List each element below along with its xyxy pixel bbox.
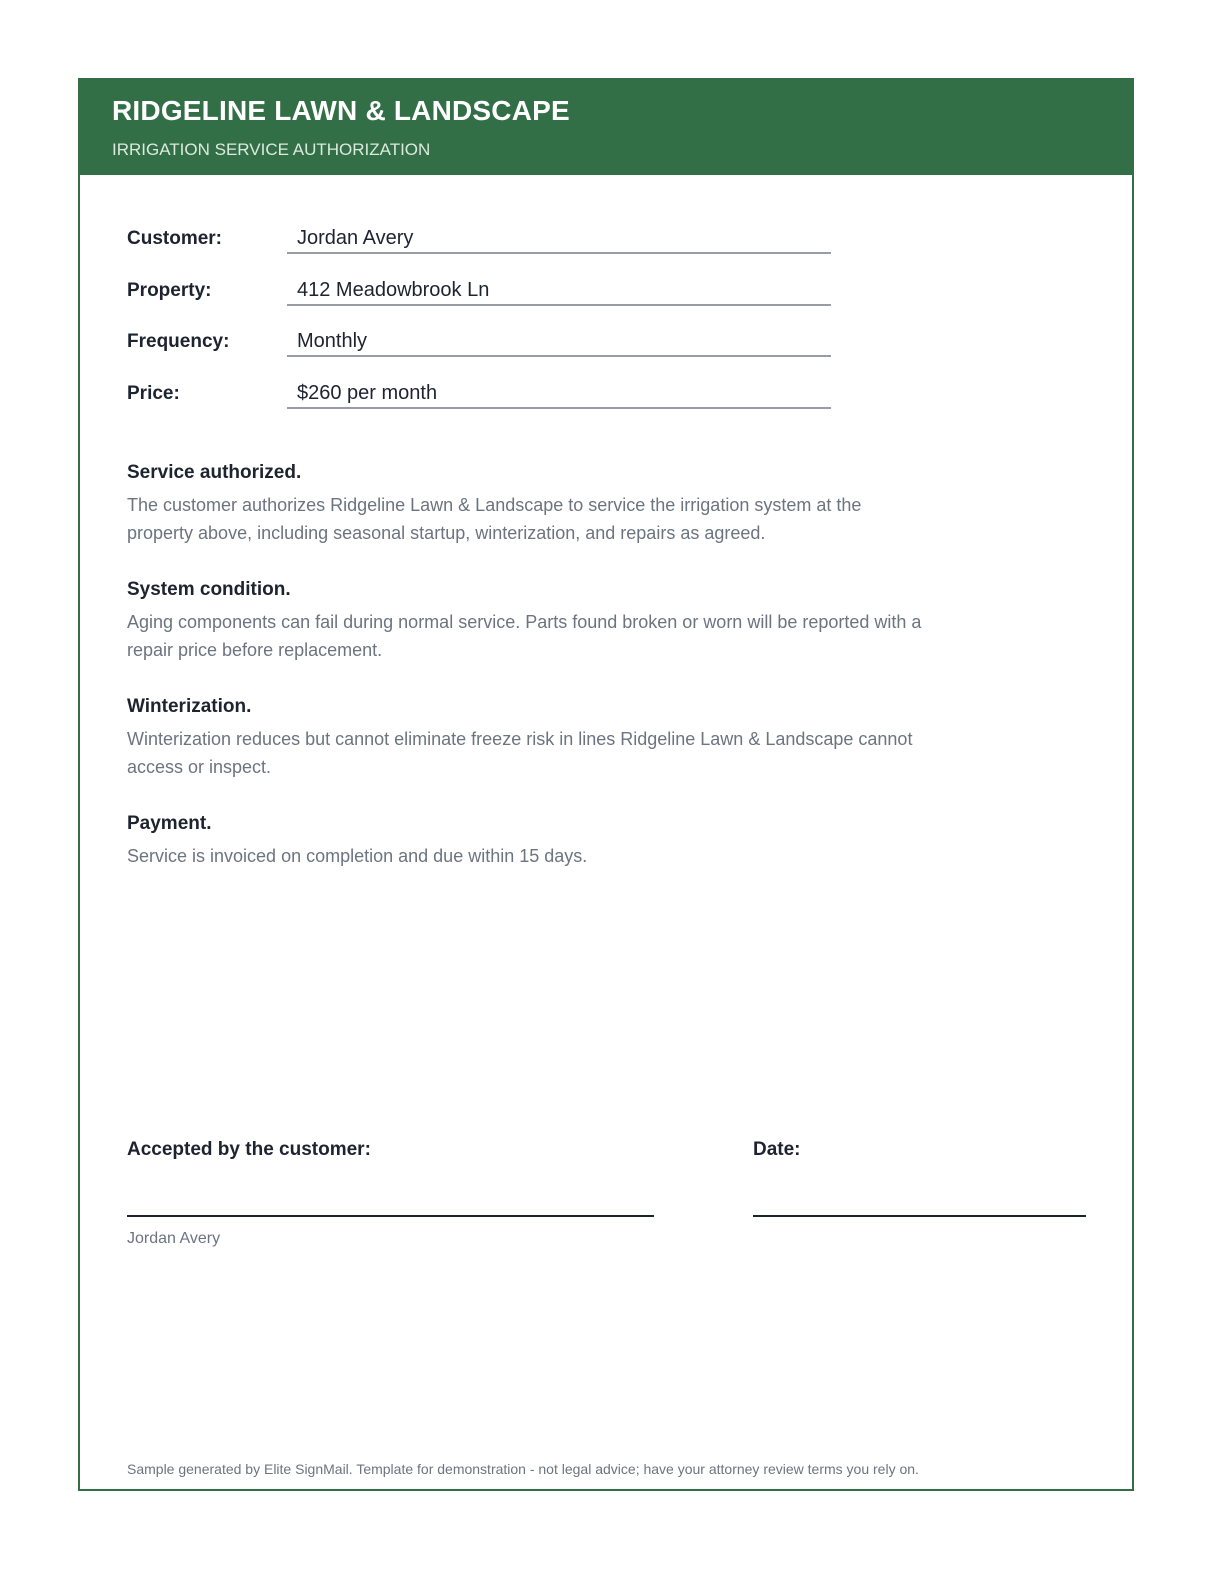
- company-name: RIDGELINE LAWN & LANDSCAPE: [112, 95, 570, 126]
- price-label: Price:: [127, 383, 180, 404]
- document-page: [78, 78, 1134, 1491]
- frequency-field-row: [127, 329, 833, 359]
- clause-title: Payment.: [127, 813, 212, 834]
- clause-body: Winterization reduces but cannot eliminate freeze risk in lines Ridgeline Lawn & Landscape cannot access or inspect.: [127, 729, 913, 777]
- date-label: Date:: [753, 1139, 801, 1160]
- clause-payment: [127, 812, 927, 870]
- clause-system-condition: [127, 578, 927, 664]
- customer-signature-line[interactable]: [127, 1215, 654, 1217]
- form-title: IRRIGATION SERVICE AUTHORIZATION: [112, 140, 431, 159]
- clause-title: Winterization.: [127, 696, 252, 717]
- customer-field-row: [127, 226, 833, 256]
- clause-service-authorized: [127, 461, 927, 547]
- footer-disclaimer: Sample generated by Elite SignMail. Template for demonstration - not legal advice; have your attorney review terms you rely on.: [127, 1461, 919, 1477]
- clause-title: System condition.: [127, 579, 291, 600]
- clause-body: Service is invoiced on completion and due within 15 days.: [127, 846, 588, 866]
- clause-body: Aging components can fail during normal service. Parts found broken or worn will be reported with a repair price before replacement.: [127, 612, 922, 660]
- customer-label: Customer:: [127, 228, 223, 249]
- clause-title: Service authorized.: [127, 462, 302, 483]
- clause-winterization: [127, 695, 927, 781]
- property-label: Property:: [127, 280, 212, 301]
- signer-name: Jordan Avery: [127, 1230, 221, 1247]
- price-value: $260 per month: [287, 381, 831, 409]
- frequency-label: Frequency:: [127, 331, 230, 352]
- price-field-row: [127, 381, 833, 411]
- header-band: [80, 80, 1132, 175]
- clause-body: The customer authorizes Ridgeline Lawn & Landscape to service the irrigation system at the property above, including seasonal startup, winterization, and repairs as agreed.: [127, 495, 862, 543]
- date-signature-line[interactable]: [753, 1215, 1086, 1217]
- frequency-value: Monthly: [287, 329, 831, 357]
- customer-value: Jordan Avery: [287, 226, 831, 254]
- property-field-row: [127, 278, 833, 308]
- property-value: 412 Meadowbrook Ln: [287, 278, 831, 306]
- accepted-by-label: Accepted by the customer:: [127, 1139, 371, 1160]
